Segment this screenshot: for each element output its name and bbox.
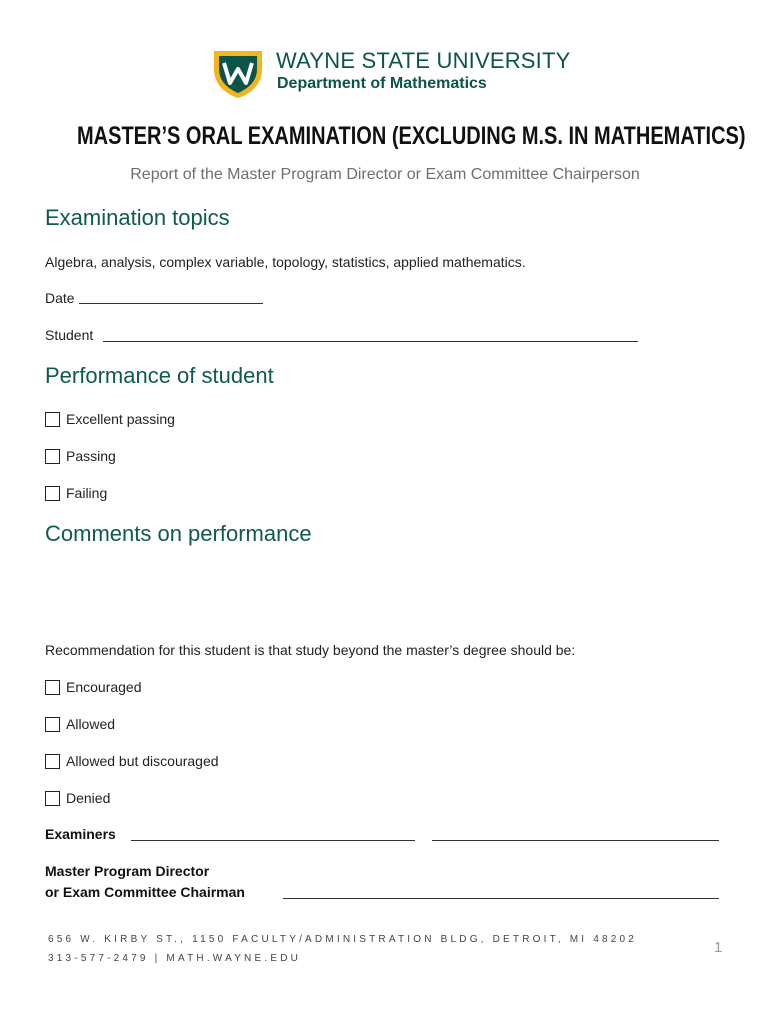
checkbox-label: Encouraged [66,679,142,695]
section-heading-topics: Examination topics [45,205,230,230]
director-signature-field[interactable] [283,898,719,899]
checkbox-box[interactable] [45,754,60,769]
checkbox-allowed-but-discouraged[interactable] [45,752,219,770]
page-title: MASTER’S ORAL EXAMINATION (EXCLUDING M.S. IN MATHEMATICS) [77,122,746,150]
checkbox-box[interactable] [45,680,60,695]
date-field[interactable] [79,303,263,304]
topics-text: Algebra, analysis, complex variable, topology, statistics, applied mathematics. [45,254,526,270]
footer-address: 656 W. KIRBY ST., 1150 FACULTY/ADMINISTRATION BLDG, DETROIT, MI 48202 [48,934,638,945]
examiner-2-signature-field[interactable] [432,840,719,841]
student-label: Student [45,327,94,343]
checkbox-box[interactable] [45,486,60,501]
date-label: Date [45,290,75,306]
checkbox-label: Failing [66,485,108,501]
checkbox-denied[interactable] [45,789,110,807]
director-label-line2: or Exam Committee Chairman [45,884,245,900]
checkbox-box[interactable] [45,791,60,806]
examiner-1-signature-field[interactable] [131,840,415,841]
recommendation-text: Recommendation for this student is that study beyond the master’s degree should be: [45,642,576,658]
checkbox-label: Allowed [66,716,116,732]
page-number: 1 [714,939,723,956]
director-label-line1: Master Program Director [45,863,210,879]
checkbox-failing[interactable] [45,484,107,502]
page-subtitle: Report of the Master Program Director or Exam Committee Chairperson [130,166,640,183]
student-field[interactable] [103,341,638,342]
checkbox-label: Excellent passing [66,411,175,427]
footer-contact: 313-577-2479 | MATH.WAYNE.EDU [48,953,302,964]
university-name: WAYNE STATE UNIVERSITY [276,48,571,73]
checkbox-encouraged[interactable] [45,678,142,696]
examiners-label: Examiners [45,826,116,842]
checkbox-box[interactable] [45,449,60,464]
checkbox-label: Passing [66,448,116,464]
checkbox-box[interactable] [45,412,60,427]
university-logo-icon [212,49,264,99]
checkbox-passing[interactable] [45,447,116,465]
section-heading-performance: Performance of student [45,363,274,388]
checkbox-allowed[interactable] [45,715,115,733]
checkbox-label: Allowed but discouraged [66,753,219,769]
comments-area[interactable] [45,555,725,630]
checkbox-box[interactable] [45,717,60,732]
section-heading-comments: Comments on performance [45,521,312,546]
checkbox-label: Denied [66,790,111,806]
department-name: Department of Mathematics [277,75,487,92]
checkbox-excellent-passing[interactable] [45,410,175,428]
